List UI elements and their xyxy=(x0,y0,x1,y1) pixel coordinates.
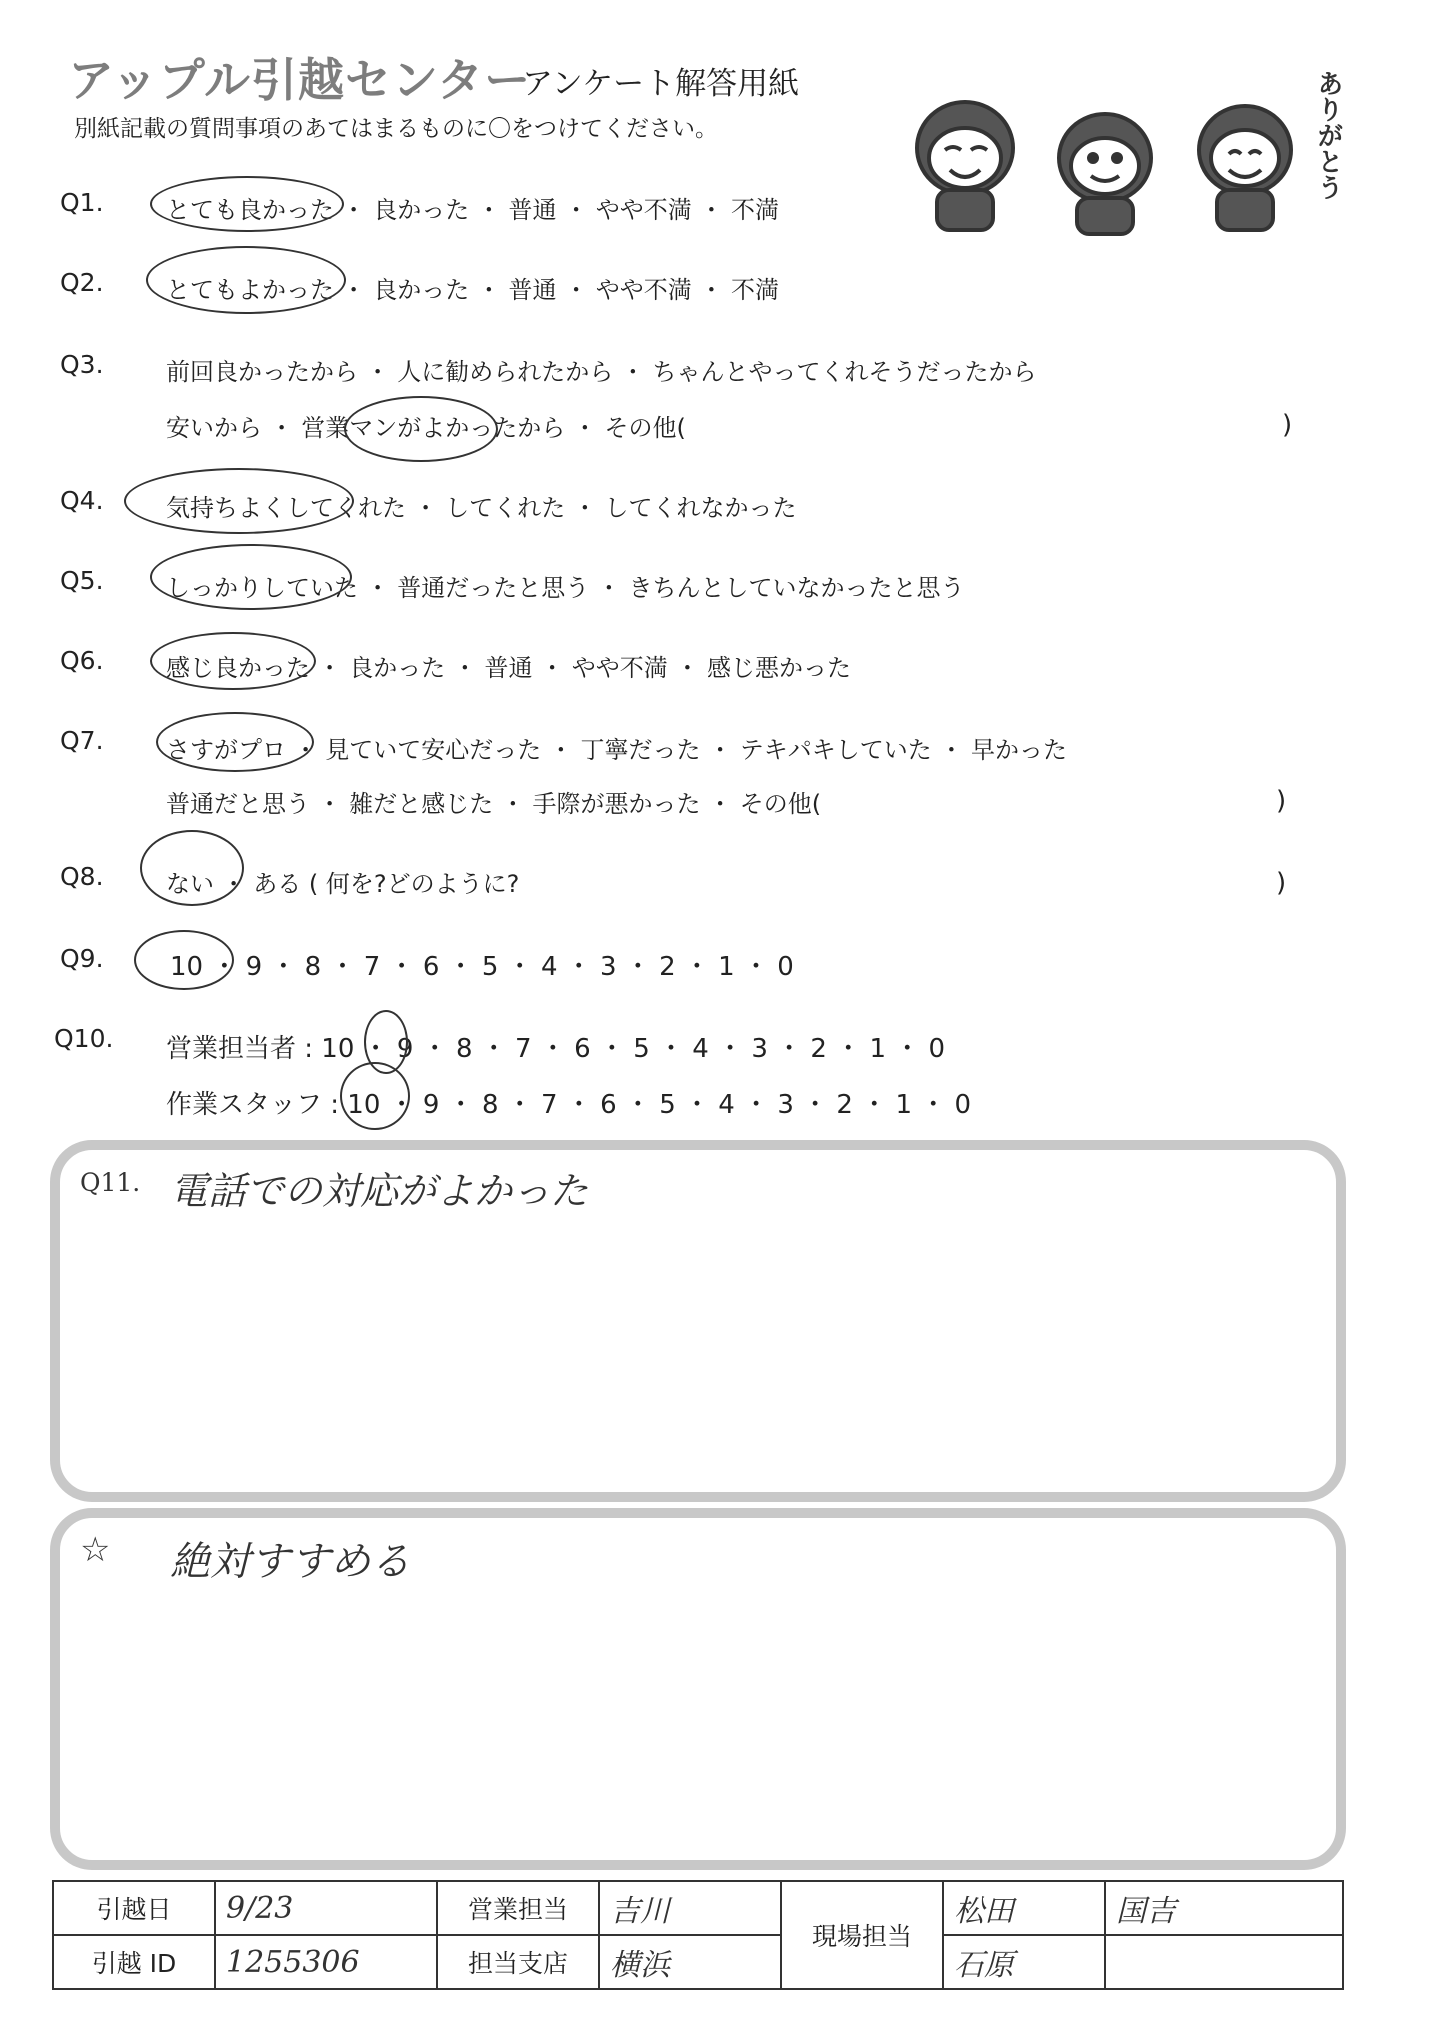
q6-options: 感じ良かった ・ 良かった ・ 普通 ・ やや不満 ・ 感じ悪かった xyxy=(166,654,852,682)
move-id-label: 引越 ID xyxy=(53,1935,215,1989)
q9-label: Q9. xyxy=(60,944,104,973)
star-handwritten-answer: 絶対すすめる xyxy=(170,1539,411,1585)
q4-options: 気持ちよくしてくれた ・ してくれた ・ してくれなかった xyxy=(166,494,797,522)
footer-info-table xyxy=(52,1880,1344,1990)
move-date-value: 9/23 xyxy=(215,1881,437,1935)
instruction-text: 別紙記載の質問事項のあてはまるものに〇をつけてください。 xyxy=(74,116,718,142)
q3-paren-close: ) xyxy=(1282,410,1293,440)
mascot-illustration xyxy=(895,58,1365,238)
q2-options: とてもよかった ・ 良かった ・ 普通 ・ やや不満 ・ 不満 xyxy=(166,276,780,304)
branch-value: 横浜 xyxy=(599,1935,781,1989)
q10-sales-scale: 営業担当者 : 10 ・ 9 ・ 8 ・ 7 ・ 6 ・ 5 ・ 4 ・ 3 ・ 2 ・ 1 ・ 0 xyxy=(166,1034,946,1064)
q1-selection-circle xyxy=(150,176,344,232)
q9-scale: 10 ・ 9 ・ 8 ・ 7 ・ 6 ・ 5 ・ 4 ・ 3 ・ 2 ・ 1 ・ 0 xyxy=(170,952,794,982)
q5-selection-circle xyxy=(150,544,352,610)
branch-label: 担当支店 xyxy=(437,1935,599,1989)
q4-label: Q4. xyxy=(60,486,104,515)
q11-handwritten-answer: 電話での対応がよかった xyxy=(170,1169,589,1213)
form-subtitle: アンケート解答用紙 xyxy=(522,66,800,102)
q8-selection-circle xyxy=(140,830,244,906)
q7-options-line1: さすがプロ ・ 見ていて安心だった ・ 丁寧だった ・ テキパキしていた ・ 早かった xyxy=(166,736,1068,764)
q7-label: Q7. xyxy=(60,726,104,755)
q2-label: Q2. xyxy=(60,268,104,297)
q8-paren-close: ) xyxy=(1276,868,1287,898)
q3-options-line2: 安いから ・ 営業マンがよかったから ・ その他( xyxy=(166,414,686,442)
q6-selection-circle xyxy=(150,632,316,690)
monkey-icon xyxy=(1199,106,1291,230)
site-rep-label: 現場担当 xyxy=(781,1881,943,1989)
q10-label: Q10. xyxy=(54,1024,114,1053)
move-date-label: 引越日 xyxy=(53,1881,215,1935)
sales-rep-value: 吉川 xyxy=(599,1881,781,1935)
q11-label: Q11. xyxy=(80,1168,141,1197)
move-id-value: 1255306 xyxy=(215,1935,437,1989)
q10-staff-selection-circle xyxy=(340,1062,410,1130)
monkey-icon xyxy=(917,102,1013,230)
q8-options: ない ・ ある ( 何を?どのように? xyxy=(166,870,520,898)
form-title: アップル引越センター xyxy=(68,53,532,107)
site-rep-value-2: 国吉 xyxy=(1105,1881,1343,1935)
sales-rep-label: 営業担当 xyxy=(437,1881,599,1935)
q7-paren-close: ) xyxy=(1276,786,1287,816)
q3-options-line1: 前回良かったから ・ 人に勧められたから ・ ちゃんとやってくれそうだったから xyxy=(166,358,1037,386)
q10-staff-scale: 作業スタッフ : 10 ・ 9 ・ 8 ・ 7 ・ 6 ・ 5 ・ 4 ・ 3 ・ 2 ・ 1 ・ 0 xyxy=(166,1090,972,1120)
site-rep-value-3: 石原 xyxy=(943,1935,1105,1989)
star-icon: ☆ xyxy=(80,1530,111,1570)
q7-options-line2: 普通だと思う ・ 雑だと感じた ・ 手際が悪かった ・ その他( xyxy=(166,790,822,818)
site-rep-value-1: 松田 xyxy=(943,1881,1105,1935)
q3-selection-circle xyxy=(344,396,498,462)
q9-selection-circle xyxy=(134,930,234,990)
mascot-thanks-text: ありがとう xyxy=(1313,70,1343,200)
q6-label: Q6. xyxy=(60,646,104,675)
q3-label: Q3. xyxy=(60,350,104,379)
site-rep-empty-cell xyxy=(1105,1935,1343,1989)
q1-options: とても良かった ・ 良かった ・ 普通 ・ やや不満 ・ 不満 xyxy=(166,196,780,224)
monkey-icon xyxy=(1059,114,1151,234)
q7-selection-circle xyxy=(156,712,314,772)
q8-label: Q8. xyxy=(60,862,104,891)
q2-selection-circle xyxy=(146,246,346,314)
q5-options: しっかりしていた ・ 普通だったと思う ・ きちんとしていなかったと思う xyxy=(166,574,965,602)
q1-label: Q1. xyxy=(60,188,104,217)
q5-label: Q5. xyxy=(60,566,104,595)
q4-selection-circle xyxy=(124,468,354,534)
